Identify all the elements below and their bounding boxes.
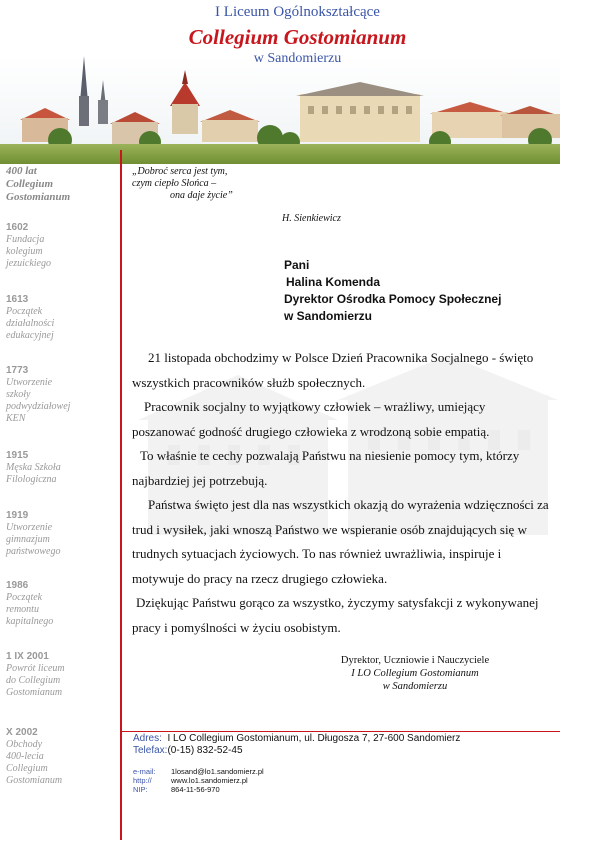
timeline-desc: Utworzenie xyxy=(6,522,53,533)
email-link[interactable]: 1losand@lo1.sandomierz.pl xyxy=(171,767,264,776)
addressee-city: w Sandomierzu xyxy=(284,309,373,323)
addressee-block xyxy=(284,257,501,325)
footer-contact xyxy=(133,733,460,757)
timeline-item xyxy=(6,580,116,628)
address-value: I LO Collegium Gostomianum, ul. Długosza 7, 27-600 Sandomierz xyxy=(167,733,461,744)
website-link[interactable]: www.lo1.sandomierz.pl xyxy=(171,776,248,785)
phone-value: (0-15) 832-52-45 xyxy=(167,745,243,756)
timeline-item xyxy=(6,510,116,558)
timeline-desc: jezuickiego xyxy=(6,258,51,269)
address-label: Adres: xyxy=(133,733,162,744)
timeline-desc: państwowego xyxy=(6,546,61,557)
timeline-year: X 2002 xyxy=(6,727,38,738)
body-paragraph: Pracownik socjalny to wyjątkowy człowiek – wrażliwy, umiejący poszanować godność drugiego człowieka z wrodzoną sobie empatią. xyxy=(132,399,490,439)
timeline-desc: Fundacja xyxy=(6,234,45,245)
quote-line: „Dobroć serca jest tym, xyxy=(132,166,228,177)
body-paragraph: Dziękując Państwu gorąco za wszystko, życzymy satysfakcji z wykonywanej pracy i pomyślności w życiu osobistym. xyxy=(132,595,539,635)
timeline-year: 1919 xyxy=(6,510,29,521)
sidebar-title xyxy=(6,165,116,204)
school-city: w Sandomierzu xyxy=(253,51,342,66)
quote-line: czym ciepło Słońca – xyxy=(132,178,217,189)
vertical-red-rule xyxy=(120,150,122,840)
signature-line: I LO Collegium Gostomianum xyxy=(351,668,479,679)
timeline-desc: edukacyjnej xyxy=(6,330,54,341)
timeline-desc: Obchody xyxy=(6,739,43,750)
timeline-desc: gimnazjum xyxy=(6,534,50,545)
footer-red-rule xyxy=(120,731,560,732)
timeline-desc: kapitalnego xyxy=(6,616,54,627)
body-paragraph: To właśnie te cechy pozwalają Państwu na niesienie pomocy tym, którzy najbardziej jej potrzebują. xyxy=(132,448,520,488)
quote-line: ona daje życie” xyxy=(170,190,233,201)
email-label: e-mail: xyxy=(133,767,156,776)
timeline-item xyxy=(6,727,116,787)
timeline-desc: Collegium xyxy=(6,763,48,774)
timeline-item xyxy=(6,365,116,425)
addressee-line: Pani xyxy=(284,258,310,272)
body-paragraph: Państwa święto jest dla nas wszystkich okazją do wyrażenia wdzięczności za trud i wysiłek, jaki wnoszą Państwo we wspieranie osób znajdujących się w trudnych sytuacjach życiowych. To nas również uwrażliwia, inspiruje i motywuje do pracy na rzecz drugiego człowieka. xyxy=(132,497,549,586)
footer-details xyxy=(133,767,264,794)
timeline-year: 1986 xyxy=(6,580,29,591)
timeline-desc: remontu xyxy=(6,604,39,615)
timeline-year: 1 IX 2001 xyxy=(6,651,49,662)
nip-label: NIP: xyxy=(133,785,148,794)
school-name: I Liceum Ogólnokształcące xyxy=(215,4,380,20)
addressee-title: Dyrektor Ośrodka Pomocy Społecznej xyxy=(284,292,502,306)
timeline-desc: 400-lecia xyxy=(6,751,44,762)
timeline-desc: szkoły xyxy=(6,389,31,400)
timeline-desc: Początek xyxy=(6,306,43,317)
timeline-item xyxy=(6,222,116,270)
timeline-desc: kolegium xyxy=(6,246,43,257)
signature-line: Dyrektor, Uczniowie i Nauczyciele xyxy=(340,655,490,666)
school-name-latin: Collegium Gostomianum xyxy=(188,25,407,49)
sidebar-title-line: Collegium xyxy=(6,178,54,190)
epigraph-quote xyxy=(132,166,233,202)
nip-value: 864-11-56-970 xyxy=(171,785,220,794)
timeline-item xyxy=(6,651,116,699)
timeline-year: 1915 xyxy=(6,450,29,461)
timeline-item xyxy=(6,450,116,486)
timeline-desc: działalności xyxy=(6,318,55,329)
body-paragraph: 21 listopada obchodzimy w Polsce Dzień Pracownika Socjalnego - święto wszystkich pracowników służb społecznych. xyxy=(132,350,534,390)
signature-block xyxy=(315,654,515,693)
signature-line: w Sandomierzu xyxy=(382,681,448,692)
timeline-year: 1613 xyxy=(6,294,29,305)
letter-body xyxy=(132,346,552,640)
timeline-desc: Gostomianum xyxy=(6,687,63,698)
sidebar-title-line: Gostomianum xyxy=(6,191,71,203)
timeline-desc: Filologiczna xyxy=(6,474,57,485)
timeline-desc: podwydziałowej xyxy=(6,401,71,412)
http-label: http:// xyxy=(133,776,152,785)
timeline-year: 1773 xyxy=(6,365,29,376)
addressee-name: Halina Komenda xyxy=(286,275,381,289)
quote-author: H. Sienkiewicz xyxy=(282,213,341,224)
town-panorama-image xyxy=(0,56,560,164)
timeline-year: 1602 xyxy=(6,222,29,233)
sidebar-title-line: 400 lat xyxy=(6,165,37,177)
timeline-desc: Męska Szkoła xyxy=(6,462,61,473)
timeline-desc: KEN xyxy=(6,413,26,424)
timeline-desc: do Collegium xyxy=(6,675,61,686)
phone-label: Telefax: xyxy=(133,745,168,756)
timeline-desc: Powrót liceum xyxy=(6,663,65,674)
timeline-desc: Początek xyxy=(6,592,43,603)
timeline-desc: Utworzenie xyxy=(6,377,53,388)
timeline-desc: Gostomianum xyxy=(6,775,63,786)
timeline-item xyxy=(6,294,116,342)
